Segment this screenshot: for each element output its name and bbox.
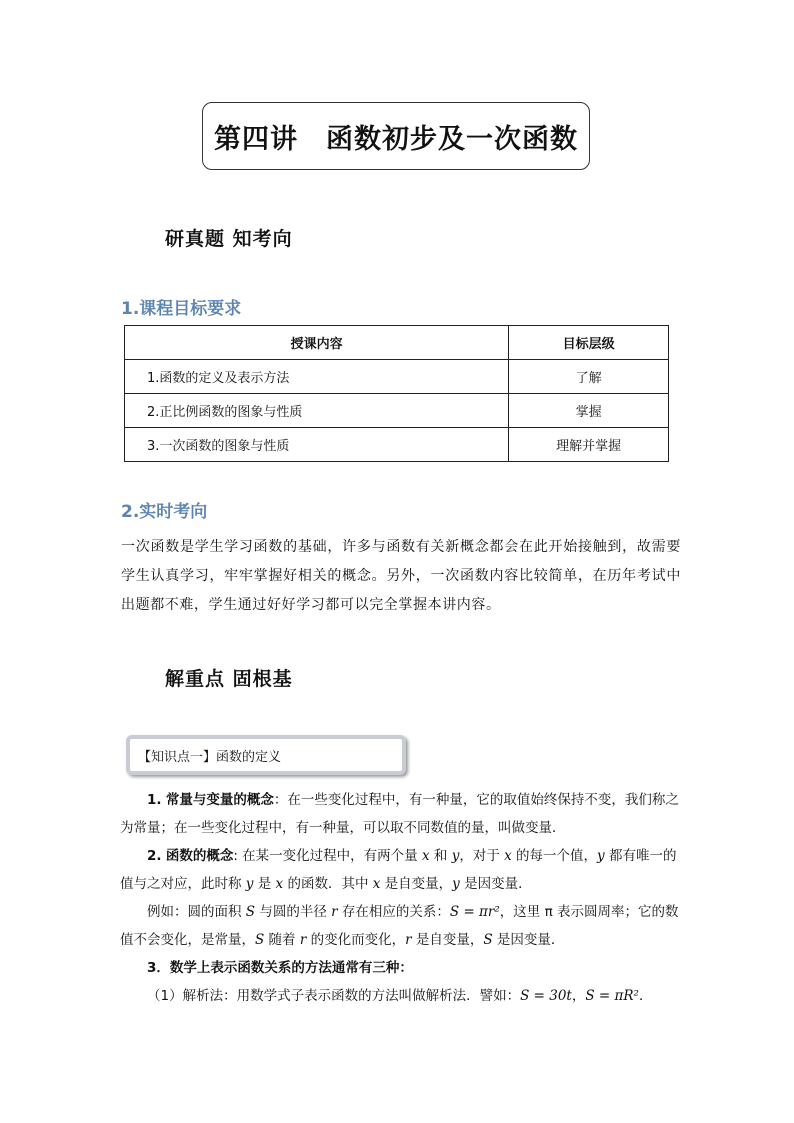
cell-level: 理解并掌握 [509,428,669,462]
knowledge-point-box [126,735,406,775]
text: ，这里 π 表示圆周率；它的数值不会变化，是常量， [120,904,679,948]
math-var: x [372,876,381,892]
goals-table [124,325,669,462]
text: 的每一个值， [511,848,598,864]
math-var: y [451,848,460,864]
paragraph-constants [120,786,680,842]
body-text [120,786,680,1010]
trend-paragraph: 一次函数是学生学习函数的基础，许多与函数有关新概念都会在此开始接触到，故需要学生认真学习，牢牢掌握好相关的概念。另外，一次函数内容比较简单，在历年考试中出题都不难，学生通过好好学习都可以完全掌握本讲内容。 [121,539,681,613]
text: 和 [429,848,452,864]
math-var: r [299,932,307,948]
section-heading-research: 研真题 知考向 [165,228,293,250]
text: ：在一些变化过程中，有一种量，它的取值始终保持不变，我们称之为常量；在一些变化过程中，有一种量，可以取不同数值的量，叫做变量． [120,792,679,836]
lesson-title: 第四讲 函数初步及一次函数 [214,123,578,155]
text: 是因变量． [459,876,532,892]
math-var: x [421,848,430,864]
text: 随着 [264,932,300,948]
cell-level: 掌握 [509,394,669,428]
cell-content: 3.一次函数的图象与性质 [125,428,509,462]
formula: S = 30t [520,988,572,1004]
section-heading-key-points: 解重点 固根基 [165,668,293,690]
math-var: S [255,932,265,948]
text: : 在某一变化过程中，有两个量 [233,848,422,864]
math-var: S [245,904,256,920]
paragraph-example [120,898,680,954]
knowledge-point-label: 【知识点一】函数的定义 [138,749,282,765]
term: 常量与变量的概念 [165,792,274,808]
text: ． [638,988,653,1004]
text: 例如：圆的面积 [147,904,246,920]
trend-heading: 2.实时考向 [121,502,208,522]
paragraph-function-concept [120,842,680,898]
math-var: y [245,876,254,892]
item-number: 2. [147,848,162,864]
math-var: y [597,848,605,864]
table-row [125,394,669,428]
text: 都有唯一的值与之对应，此时称 [120,848,677,892]
paragraph-analytic [120,982,680,1010]
cell-level: 了解 [509,360,669,394]
column-header-content: 授课内容 [125,326,509,360]
text: 与圆的半径 [255,904,332,920]
text: （1）解析法：用数学式子表示函数的方法叫做解析法．譬如： [147,988,521,1004]
math-var: x [275,876,284,892]
math-var: y [452,876,460,892]
term: 函数的概念 [165,848,234,864]
text: 是 [253,876,276,892]
table-row [125,360,669,394]
text: 是自变量， [380,876,453,892]
table-row [125,428,669,462]
text: 是因变量． [492,932,565,948]
table-header-row [125,326,669,360]
text: 是自变量， [411,932,484,948]
cell-content: 2.正比例函数的图象与性质 [125,394,509,428]
paragraph-methods: 3．数学上表示函数关系的方法通常有三种： [147,960,413,976]
formula: S = πr² [449,904,500,920]
text: ， [571,988,586,1004]
goals-heading: 1.课程目标要求 [121,299,242,319]
lesson-title-box [202,102,590,170]
item-number: 1. [147,792,162,808]
math-var: S [483,932,493,948]
text: 的函数．其中 [283,876,373,892]
math-var: r [405,932,412,948]
math-var: r [331,904,338,920]
formula: S = πR² [585,988,639,1004]
text: ，对于 [459,848,505,864]
math-var: x [504,848,512,864]
text: 存在相应的关系： [337,904,450,920]
column-header-level: 目标层级 [509,326,669,360]
cell-content: 1.函数的定义及表示方法 [125,360,509,394]
text: 的变化而变化， [306,932,406,948]
